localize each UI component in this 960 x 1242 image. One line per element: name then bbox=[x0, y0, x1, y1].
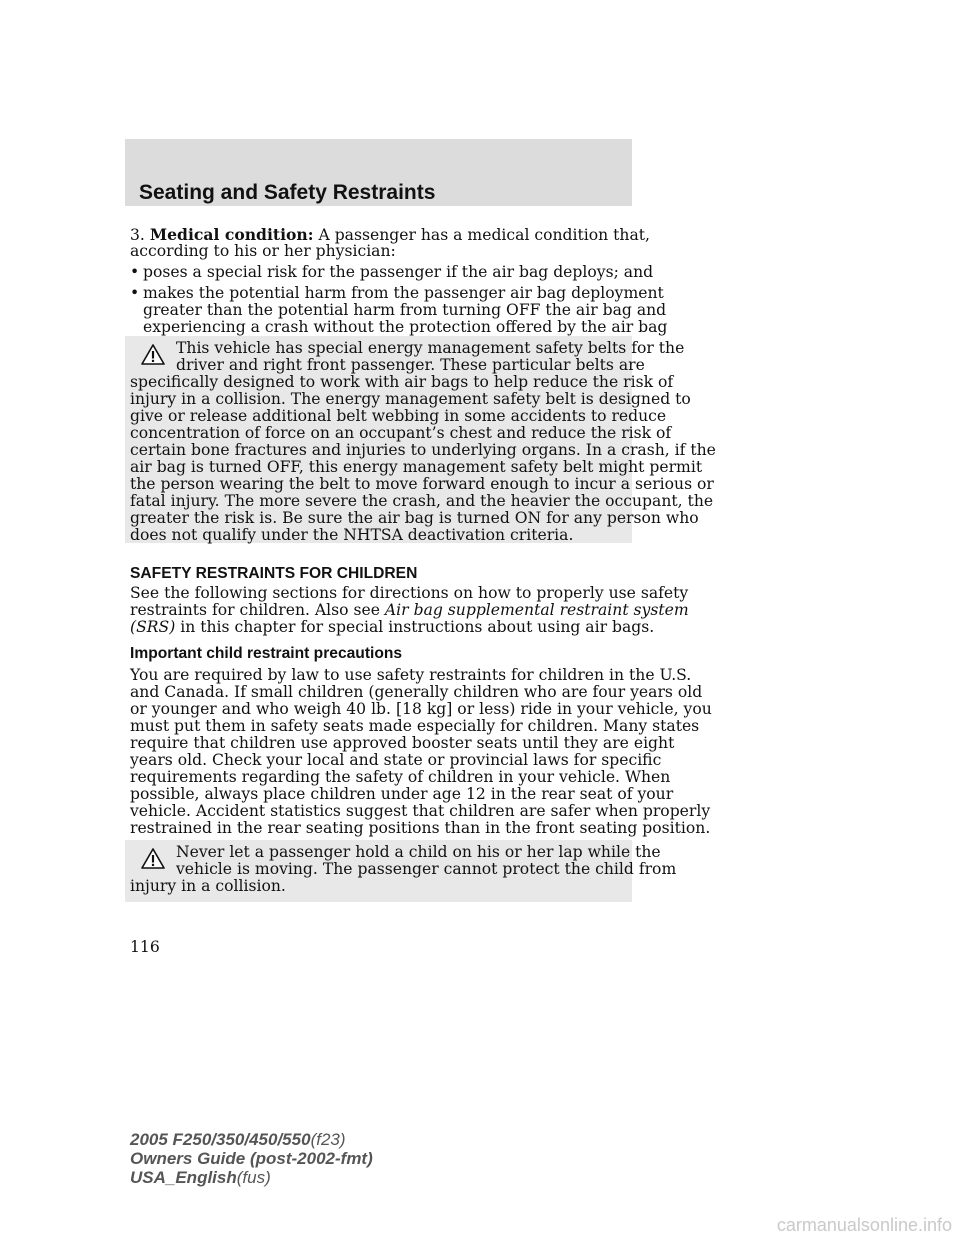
bullet-icon: • bbox=[130, 263, 140, 281]
bullet-item: makes the potential harm from the passenger air bag deployment greater than the potential harm from turning OFF the air bag and experiencing a crash without the protection offered by the air bag bbox=[143, 284, 668, 336]
warning-callout bbox=[125, 840, 677, 902]
document-footer: 2005 F250/350/450/550(f23) Owners Guide (post-2002-fmt) USA_English(fus) bbox=[130, 1130, 373, 1187]
watermark: carmanualsonline.info bbox=[776, 1215, 952, 1235]
bullet-item: poses a special risk for the passenger if the air bag deploys; and bbox=[143, 263, 654, 281]
warning-callout bbox=[125, 336, 716, 544]
item-label: Medical condition: bbox=[149, 225, 314, 244]
section-title: Seating and Safety Restraints bbox=[139, 181, 436, 204]
callout-text: Never let a passenger hold a child on his or her lap while the vehicle is moving. The passenger cannot protect the child from injury in a collision. bbox=[130, 843, 677, 895]
item-text: A passenger has a medical condition that, bbox=[318, 226, 650, 244]
page-number: 116 bbox=[130, 938, 160, 956]
section-heading: SAFETY RESTRAINTS FOR CHILDREN bbox=[130, 565, 418, 582]
precautions-paragraph: You are required by law to use safety restraints for children in the U.S. and Canada. If small children (generally children who are four years old or younger and who weigh 40 lb. [18 kg] or less) ride in your vehicle, you must put them in safety seats made especially for children. Many states require that children use approved booster seats until they are eight years old. Check your local and state or provincial laws for specific requirements regarding the safety of children in your vehicle. When possible, always place children under age 12 in the rear seat of your vehicle. Accident statistics suggest that children are safer when properly restrained in the rear seating positions than in the front seating position. bbox=[130, 666, 712, 837]
cross-reference-link: (SRS) bbox=[130, 618, 176, 636]
medical-condition-line2: according to his or her physician: bbox=[130, 242, 396, 260]
section-header-band bbox=[125, 139, 632, 206]
section-intro: See the following sections for directions on how to properly use safety restraints for children. Also see Air bag supplemental restraint system (SRS) in this chapter for special instructions about using air bags. bbox=[130, 584, 689, 636]
subsection-heading: Important child restraint precautions bbox=[130, 645, 403, 662]
bullet-icon: • bbox=[130, 284, 140, 302]
callout-text: This vehicle has special energy management safety belts for the driver and right front passenger. These particular belts are specifically designed to work with air bags to help reduce the risk of injury in a collision. The energy management safety belt is designed to give or release additional belt webbing in some accidents to reduce concentration of force on an occupant’s chest and reduce the risk of certain bone fractures and injuries to underlying organs. In a crash, if the air bag is turned OFF, this energy management safety belt might permit the person wearing the belt to move forward enough to incur a serious or fatal injury. The more severe the crash, and the heavier the occupant, the greater the risk is. Be sure the air bag is turned ON for any person who does not qualify under the NHTSA deactivation criteria. bbox=[130, 339, 716, 544]
cross-reference-link: Air bag supplemental restraint system bbox=[384, 601, 689, 619]
item-number: 3. bbox=[130, 226, 145, 244]
